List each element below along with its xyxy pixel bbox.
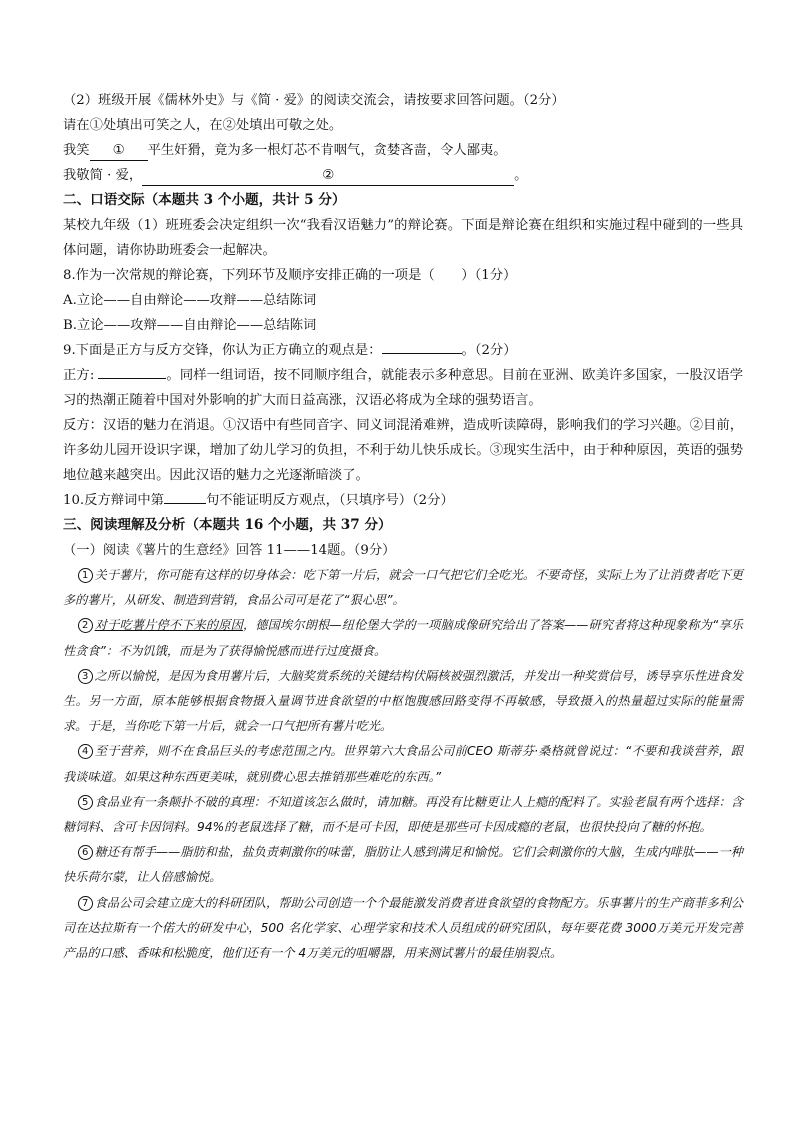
- paragraph-number: 1: [78, 568, 93, 583]
- paragraph-number: 5: [78, 795, 93, 810]
- passage-paragraph-4: [63, 739, 743, 789]
- question-8-option-b: B.立论——攻辩——自由辩论——总结陈词: [63, 318, 317, 333]
- passage-paragraph-7: [63, 891, 743, 967]
- question-8-option-a: A.立论——自由辩论——攻辩——总结陈词: [63, 293, 317, 308]
- respect-sentence: [63, 163, 743, 188]
- question-9: [63, 338, 743, 363]
- paragraph-text: 食品业有一条颠扑不破的真理：不知道该怎么做时，请加糖。再没有比糖更让人上瘾的配料了。实验老鼠有两个选择：含糖饲料、含可卡因饲料。94%的老鼠选择了糖，而不是可卡因，即使是那些可卡因成瘾的老鼠，也很快投向了糖的怀抱。: [63, 794, 743, 835]
- respect-prefix: 我敬简 · 爱，: [63, 168, 143, 183]
- paragraph-text: 糖还有帮手——脂肪和盐，盐负责刺激你的味蕾，脂肪让人感到满足和愉悦。它们会刺激你的大脑，生成内啡肽——一种快乐荷尔蒙，让人倍感愉悦。: [63, 845, 743, 885]
- con-side-statement: 反方：汉语的魅力在消退。①汉语中有些同音字、同义词混淆难辨，造成听读障碍，影响我们的学习兴趣。②目前，许多幼儿园开设识字课，增加了幼儿学习的负担，不利于幼儿快乐成长。③现实生活中，由于种种原因，英语的强势地位越来越突出。因此汉语的魅力之光逐渐暗淡了。: [63, 418, 743, 483]
- paragraph-text: 之所以愉悦，是因为食用薯片后，大脑奖赏系统的关键结构伏隔核被强烈激活，并发出一种奖赏信号，诱导享乐性进食发生。另一方面，原本能够根据食物摄入量调节进食欲望的中枢饱腹感回路变得不再敏感，导致摄入的热量超过实际的能量需求。于是，当你吃下第一片后，就会一口气把所有薯片吃光。: [63, 668, 743, 734]
- laugh-suffix: 平生奸猾，竟为多一根灯芯不肯咽气，贪婪吝啬，令人鄙夷。: [147, 143, 507, 158]
- paragraph-text: 关于薯片，你可能有这样的切身体会：吃下第一片后，就会一口气把它们全吃光。不要奇怪，实际上为了让消费者吃下更多的薯片，从研发、制造到营销，食品公司可是花了“狠心思”。: [63, 568, 743, 608]
- answer-blank-q10[interactable]: [164, 503, 206, 504]
- pro-side-statement: [63, 363, 743, 413]
- pro-text: 。同样一组词语，按不同顺序组合，就能表示多种意思。目前在亚洲、欧美许多国家，一股汉语学习的热潮正随着中国对外影响的扩大而日益高涨，汉语必将成为全球的强势语言。: [63, 368, 744, 408]
- question-2-prompt: （2）班级开展《儒林外史》与《简 · 爱》的阅读交流会，请按要求回答问题。（2分）: [63, 93, 565, 108]
- paragraph-number: 4: [78, 744, 93, 759]
- question-10: [63, 488, 743, 513]
- underlined-phrase: 对于吃薯片停不下来的原因: [94, 618, 243, 633]
- paragraph-number: 6: [78, 845, 93, 860]
- section-2-intro: 某校九年级（1）班班委会决定组织一次“我看汉语魅力”的辩论赛。下面是辩论赛在组织和实施过程中碰到的一些具体问题，请你协助班委会一起解决。: [63, 218, 743, 258]
- question-8: 8.作为一次常规的辩论赛，下列环节及顺序安排正确的一项是（ ）（1分）: [63, 268, 517, 283]
- passage-paragraph-6: [63, 840, 743, 890]
- paragraph-number: 7: [78, 896, 93, 911]
- reading-passage: [63, 563, 743, 966]
- passage-paragraph-5: [63, 790, 743, 840]
- paragraph-number: 3: [78, 669, 93, 684]
- question-10-suffix: 句不能证明反方观点，（只填序号）（2分）: [205, 493, 454, 508]
- paragraph-text: 至于营养，则不在食品巨头的考虑范围之内。世界第六大食品公司前CEO 斯蒂芬·桑格就曾说过：“不要和我谈营养，跟我谈味道。如果这种东西更美味，就别费心思去推销那些难吃的东西。”: [63, 744, 743, 784]
- exam-page: [63, 88, 743, 966]
- question-10-prefix: 10.反方辩词中第: [63, 493, 164, 508]
- laugh-prefix: 我笑: [63, 143, 90, 158]
- question-9-prefix: 9.下面是正方与反方交锋，你认为正方确立的观点是：: [63, 343, 382, 358]
- question-2-instruction: 请在①处填出可笑之人，在②处填出可敬之处。: [63, 118, 343, 133]
- section-2-title: 二、口语交际（本题共 3 个小题，共计 5 分）: [63, 192, 346, 208]
- paragraph-number: 2: [78, 618, 93, 633]
- answer-blank-1[interactable]: ①: [90, 142, 148, 161]
- answer-blank-pro[interactable]: [98, 378, 166, 379]
- passage-paragraph-2: [63, 613, 743, 663]
- answer-blank-q9[interactable]: [382, 353, 462, 354]
- reading-1-title: （一）阅读《薯片的生意经》回答 11——14题。（9分）: [63, 543, 396, 558]
- passage-paragraph-3: [63, 664, 743, 740]
- question-9-suffix: 。（2分）: [461, 343, 517, 358]
- section-3-title: 三、阅读理解及分析（本题共 16 个小题，共 37 分）: [63, 517, 392, 533]
- respect-suffix: 。: [514, 168, 528, 183]
- paragraph-text: 食品公司会建立庞大的科研团队，帮助公司创造一个个最能激发消费者进食欲望的食物配方。乐事薯片的生产商菲多利公司在达拉斯有一个偌大的研发中心，500 名化学家、心理学家和技术人员组成的研究团队，每年要花费 3000万美元开发完善产品的口感、香味和松脆度，他们还有一个 4万美元的咀嚼器，用来测试薯片的最佳崩裂点。: [63, 895, 743, 961]
- pro-label: 正方:: [63, 368, 95, 383]
- laugh-sentence: [63, 138, 743, 163]
- passage-paragraph-1: [63, 563, 743, 613]
- paragraph-text: ，德国埃尔朗根—纽伦堡大学的一项脑成像研究给出了答案——研究者将这种现象称为“享乐性贪食”：不为饥饿，而是为了获得愉悦感而进行过度摄食。: [63, 618, 743, 658]
- answer-blank-2[interactable]: ②: [142, 167, 514, 186]
